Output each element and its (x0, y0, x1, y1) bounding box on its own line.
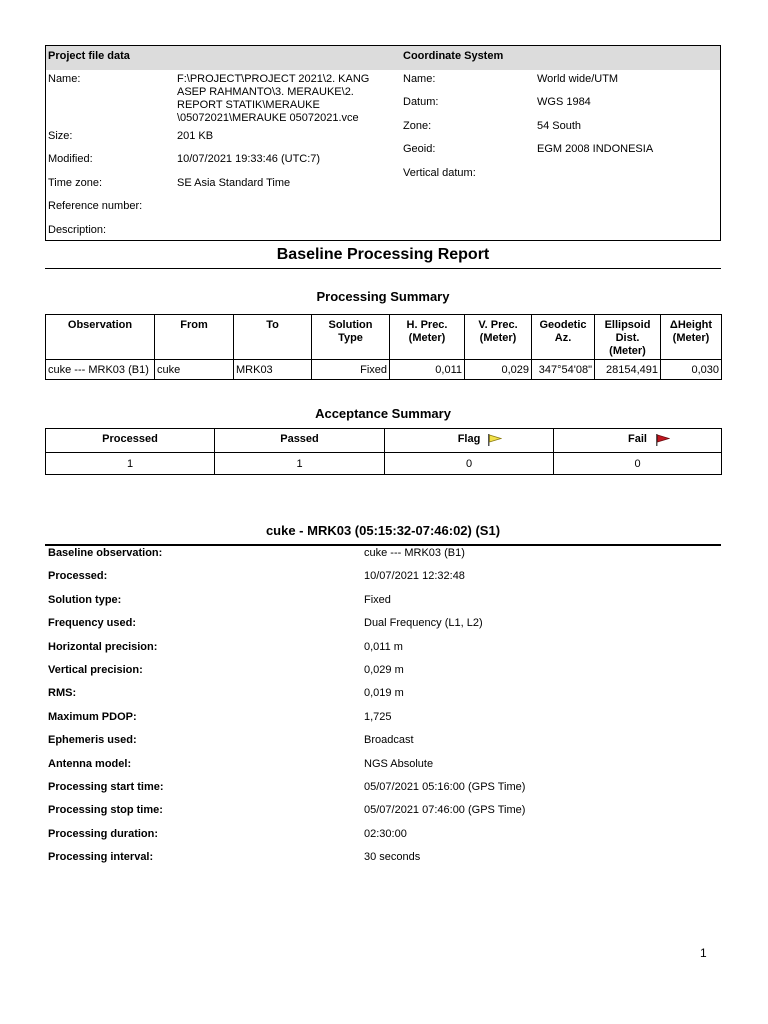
title-divider (45, 268, 721, 269)
cell-solution-type: Fixed (312, 360, 390, 380)
cell-geodetic-az: 347°54'08" (532, 360, 595, 380)
detail-label: Baseline observation: (48, 547, 163, 559)
col-to-header: To (234, 315, 312, 360)
cell-from: cuke (155, 360, 234, 380)
detail-value: cuke --- MRK03 (B1) (364, 547, 465, 559)
detail-value: NGS Absolute (364, 757, 434, 770)
col-processed-header (46, 429, 215, 453)
cell-fail: 0 (554, 453, 722, 475)
processing-summary-table (45, 314, 722, 380)
project-file-data-heading: Project file data (48, 50, 130, 62)
list-item (48, 734, 718, 752)
page-number: 1 (700, 946, 707, 960)
processing-summary-title: Processing Summary (316, 289, 450, 304)
red-flag-shape (658, 435, 670, 442)
list-item (48, 664, 718, 682)
list-item (48, 594, 718, 612)
coord-vertical-datum-label: Vertical datum: (403, 167, 476, 179)
baseline-detail-title: cuke - MRK03 (05:15:32-07:46:02) (S1) (265, 523, 501, 538)
col-solution-type-header: Solution Type (312, 315, 390, 360)
col-h-prec-header: H. Prec. (Meter) (390, 315, 465, 360)
project-size-value: 201 KB (177, 130, 214, 142)
detail-label: Vertical precision: (48, 664, 143, 676)
col-observation-header: Observation (46, 315, 155, 360)
list-item (48, 687, 718, 705)
cell-to: MRK03 (234, 360, 312, 380)
table-row (46, 453, 722, 475)
list-item (48, 641, 718, 659)
coord-zone-value: 54 South (537, 120, 582, 132)
detail-value: Broadcast (364, 734, 414, 747)
detail-value: 05/07/2021 05:16:00 (GPS Time) (364, 781, 526, 793)
flag-header-label: Flag (457, 433, 481, 445)
acceptance-summary-table (45, 428, 722, 475)
table-row (46, 360, 722, 380)
detail-label: Horizontal precision: (48, 640, 158, 653)
detail-label: Processing start time: (48, 781, 164, 793)
coord-geoid-value: EGM 2008 INDONESIA (537, 143, 654, 155)
detail-value: Dual Frequency (L1, L2) (364, 617, 483, 630)
coord-geoid-label: Geoid: (403, 143, 436, 155)
list-item (48, 851, 718, 869)
detail-label: Processing duration: (48, 827, 159, 840)
project-modified-label: Modified: (48, 153, 93, 165)
col-v-prec-header: V. Prec. (Meter) (465, 315, 532, 360)
detail-value: 0,029 m (364, 664, 404, 676)
cell-v-prec: 0,029 (465, 360, 532, 380)
project-info-header (46, 46, 720, 70)
yellow-flag-shape (490, 435, 502, 442)
detail-label: Processed: (48, 570, 108, 583)
baseline-detail-divider (45, 544, 721, 546)
project-name-value: F:\PROJECT\PROJECT 2021\2. KANG ASEP RAHMANTO\3. MERAUKE\2. REPORT STATIK\MERAUKE \05072021\MERAUKE 05072021.vce (177, 73, 370, 124)
coord-zone-label: Zone: (403, 120, 432, 132)
detail-label: Maximum PDOP: (48, 710, 137, 723)
detail-label: RMS: (48, 687, 77, 700)
project-reference-number-label: Reference number: (48, 200, 143, 212)
processed-header-label: Processed (102, 433, 158, 445)
detail-label: Frequency used: (48, 617, 137, 630)
cell-flag: 0 (385, 453, 554, 475)
coord-datum-label: Datum: (403, 96, 439, 108)
col-ellipsoid-dist-header: Ellipsoid Dist. (Meter) (595, 315, 661, 360)
coord-name-value: World wide/UTM (537, 73, 619, 85)
project-description-label: Description: (48, 224, 107, 236)
coordinate-system-heading: Coordinate System (403, 50, 504, 62)
list-item (48, 570, 718, 588)
project-size-label: Size: (48, 130, 73, 142)
detail-value: 0,019 m (364, 687, 404, 700)
fail-header-label: Fail (628, 433, 647, 445)
list-item (48, 781, 718, 799)
coord-datum-value: WGS 1984 (537, 96, 591, 108)
detail-value: 02:30:00 (364, 827, 407, 840)
acceptance-summary-header-row (46, 429, 722, 453)
cell-processed: 1 (46, 453, 215, 475)
detail-value: 05/07/2021 07:46:00 (GPS Time) (364, 804, 526, 817)
cell-observation: cuke --- MRK03 (B1) (46, 360, 155, 380)
processing-summary-header-row (46, 315, 722, 360)
col-flag-header (385, 429, 554, 453)
list-item (48, 617, 718, 635)
col-from-header: From (155, 315, 234, 360)
report-title: Baseline Processing Report (276, 246, 490, 263)
detail-value: 0,011 m (364, 640, 403, 653)
col-fail-header (554, 429, 722, 453)
project-timezone-value: SE Asia Standard Time (177, 177, 291, 189)
list-item (48, 828, 718, 846)
red-flag-icon (656, 434, 670, 446)
list-item (48, 547, 718, 565)
list-item (48, 804, 718, 822)
detail-value: 1,725 (364, 710, 392, 723)
col-geodetic-az-header: Geodetic Az. (532, 315, 595, 360)
list-item (48, 711, 718, 729)
passed-header-label: Passed (280, 433, 319, 445)
detail-label: Antenna model: (48, 757, 132, 770)
detail-value: 30 seconds (364, 851, 421, 864)
cell-passed: 1 (215, 453, 385, 475)
project-info-box (45, 45, 721, 241)
detail-value: 10/07/2021 12:32:48 (364, 570, 465, 583)
project-name-label: Name: (48, 73, 81, 85)
list-item (48, 758, 718, 776)
cell-ellipsoid-dist: 28154,491 (595, 360, 661, 380)
detail-label: Processing stop time: (48, 804, 163, 817)
detail-label: Processing interval: (48, 851, 154, 864)
detail-label: Solution type: (48, 593, 122, 606)
col-delta-height-header: ΔHeight (Meter) (661, 315, 722, 360)
col-passed-header (215, 429, 385, 453)
detail-label: Ephemeris used: (48, 734, 137, 747)
cell-h-prec: 0,011 (390, 360, 465, 380)
project-modified-value: 10/07/2021 19:33:46 (UTC:7) (177, 153, 321, 165)
coord-name-label: Name: (403, 73, 436, 85)
cell-delta-height: 0,030 (661, 360, 722, 380)
yellow-flag-icon (488, 434, 502, 446)
acceptance-summary-title: Acceptance Summary (315, 406, 451, 421)
detail-value: Fixed (364, 593, 391, 606)
project-timezone-label: Time zone: (48, 177, 103, 189)
